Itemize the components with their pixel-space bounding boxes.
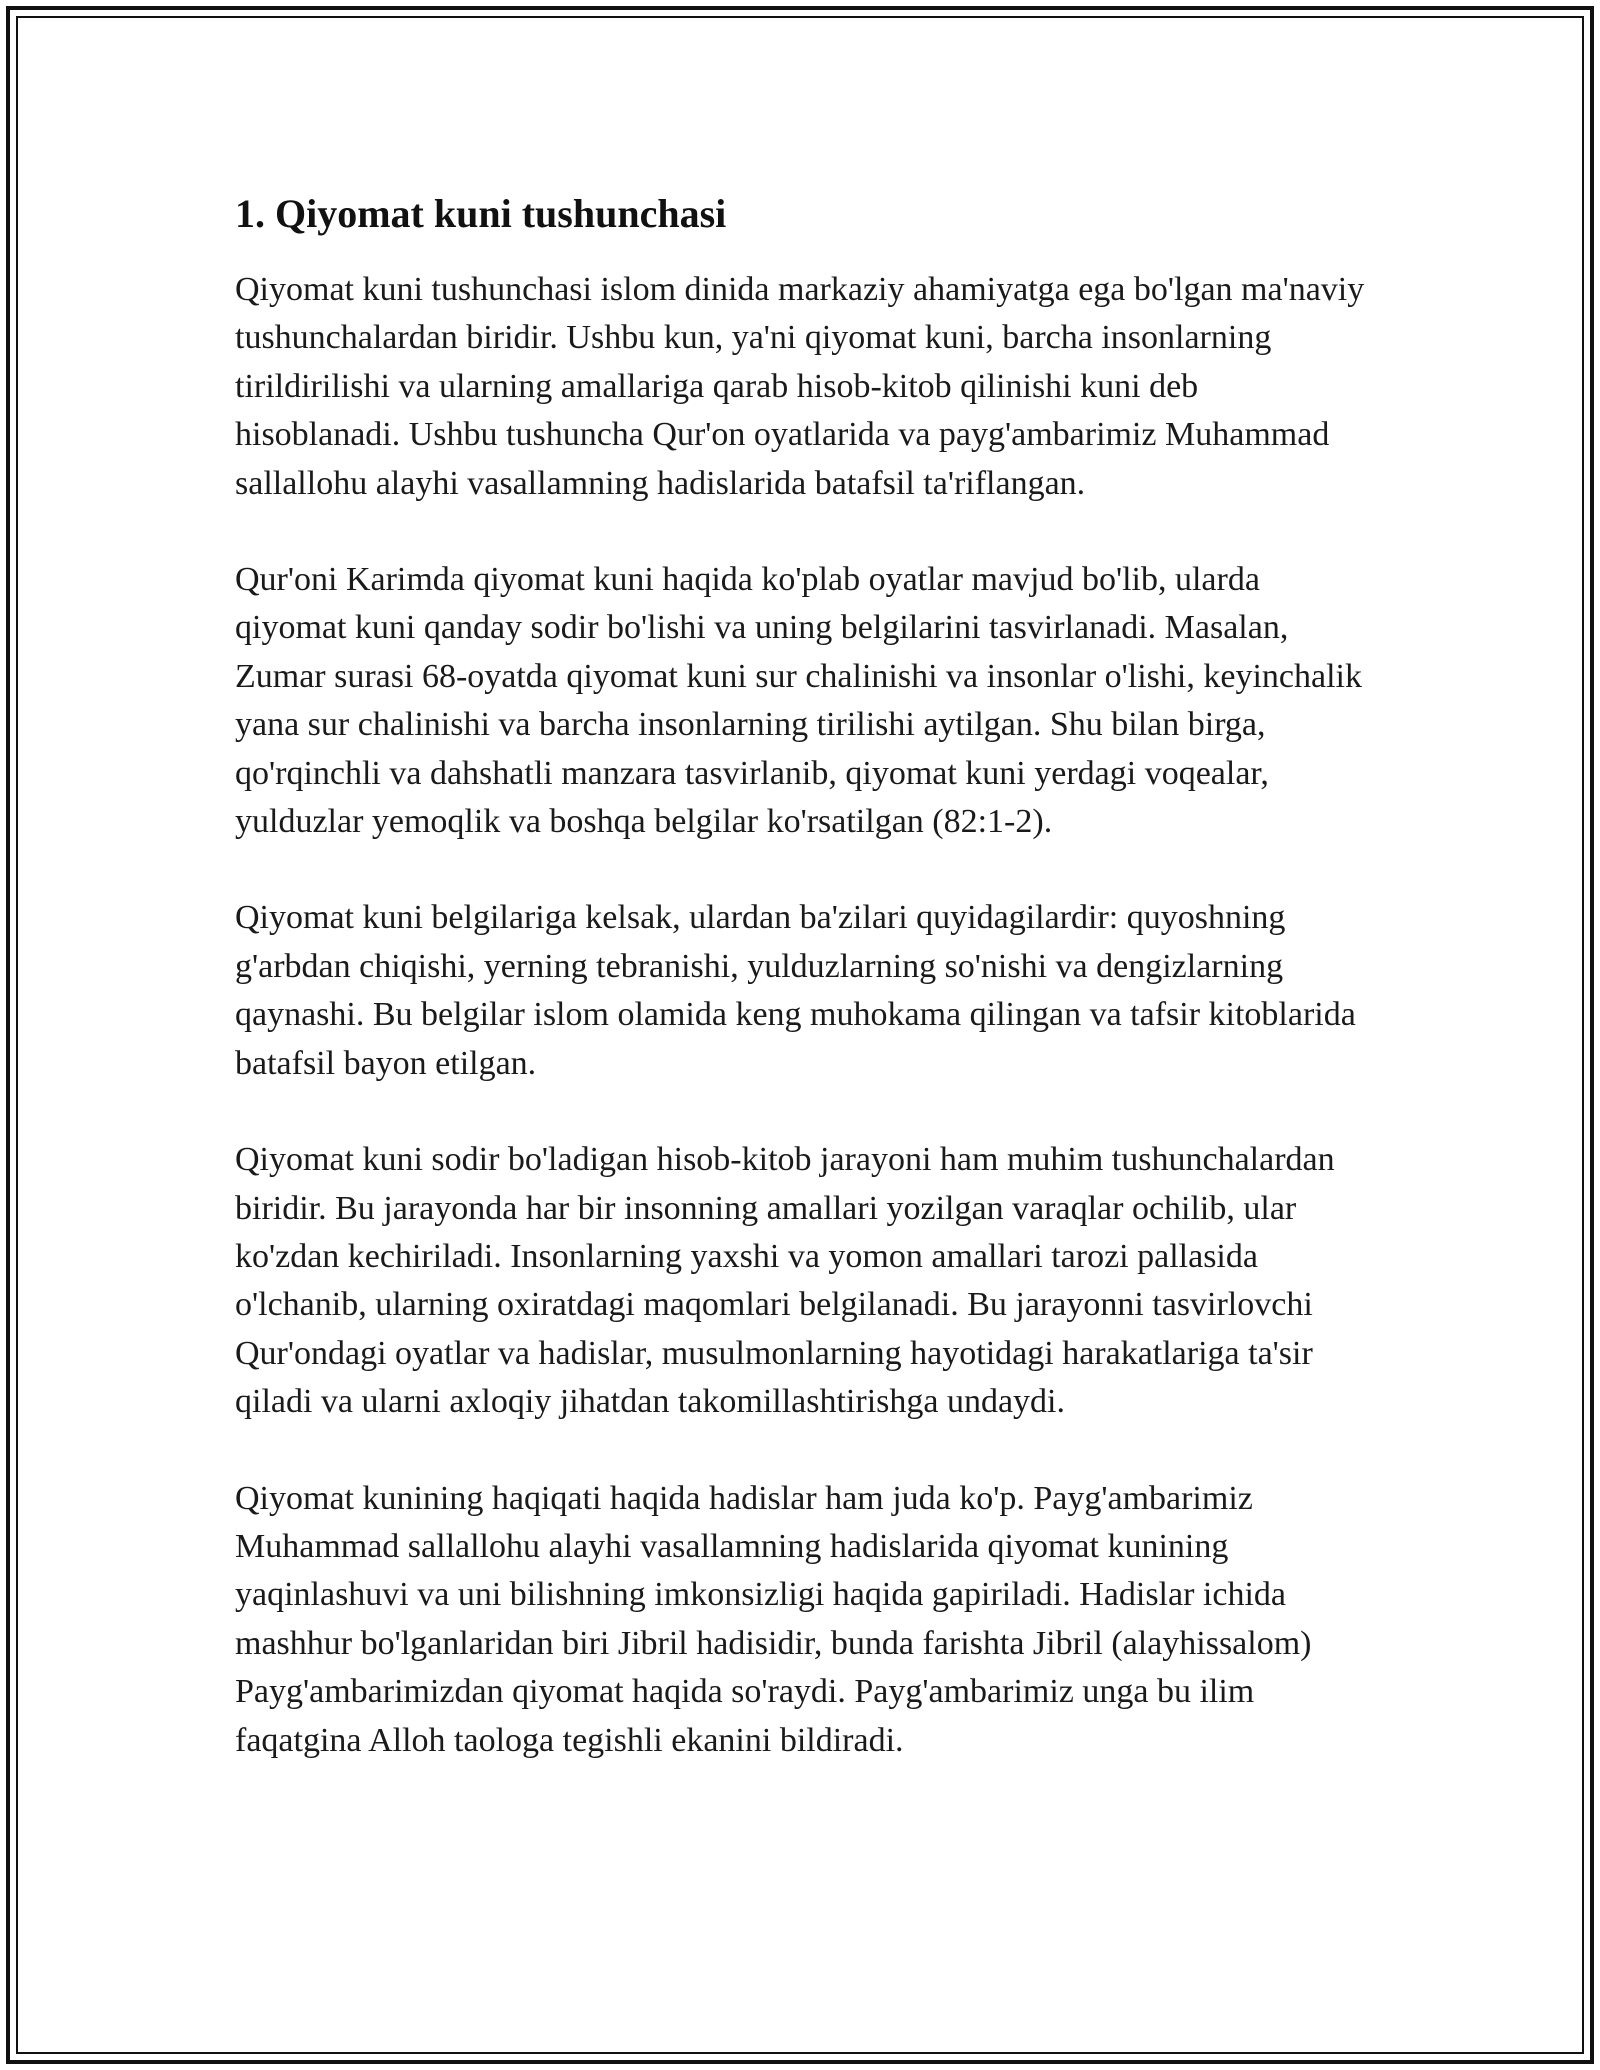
- paragraph: Qur'oni Karimda qiyomat kuni haqida ko'plab oyatlar mavjud bo'lib, ularda qiyomat kuni qanday sodir bo'lishi va uning belgilarini tasvirlanadi. Masalan, Zumar surasi 68-oyatda qiyomat kuni sur chalinishi va insonlar o'lishi, keyinchalik yana sur chalinishi va barcha insonlarning tirilishi aytilgan. Shu bilan birga, qo'rqinchli va dahshatli manzara tasvirlanib, qiyomat kuni yerdagi voqealar, yulduzlar yemoqlik va boshqa belgilar ko'rsatilgan (82:1-2).: [235, 561, 1362, 841]
- paragraph: Qiyomat kuni sodir bo'ladigan hisob-kitob jarayoni ham muhim tushunchalardan biridir. Bu jarayonda har bir insonning amallari yozilgan varaqlar ochilib, ular ko'zdan kechiriladi. Insonlarning yaxshi va yomon amallari tarozi pallasida o'lchanib, ularning oxiratdagi maqomlari belgilanadi. Bu jarayonni tasvirlovchi Qur'ondagi oyatlar va hadislar, musulmonlarning hayotidagi harakatlariga ta'sir qiladi va ularni axloqiy jihatdan takomillashtirishga undaydi.: [235, 1141, 1335, 1421]
- paragraph: Qiyomat kunining haqiqati haqida hadislar ham juda ko'p. Payg'ambarimiz Muhammad sallallohu alayhi vasallamning hadislarida qiyomat kunining yaqinlashuvi va uni bilishning imkonsizligi haqida gapiriladi. Hadislar ichida mashhur bo'lganlaridan biri Jibril hadisidir, bunda farishta Jibril (alayhissalom) Payg'ambarimizdan qiyomat haqida so'raydi. Payg'ambarimiz unga bu ilim faqatgina Alloh taologa tegishli ekanini bildiradi.: [235, 1479, 1312, 1759]
- section-heading: 1. Qiyomat kuni tushunchasi: [235, 191, 727, 236]
- paragraph: Qiyomat kuni tushunchasi islom dinida markaziy ahamiyatga ega bo'lgan ma'naviy tushunchalardan biridir. Ushbu kun, ya'ni qiyomat kuni, barcha insonlarning tirildirilishi va ularning amallariga qarab hisob-kitob qilinishi kuni deb hisoblanadi. Ushbu tushuncha Qur'on oyatlarida va payg'ambarimiz Muhammad sallallohu alayhi vasallamning hadislarida batafsil ta'riflangan.: [235, 271, 1365, 502]
- document-content: [235, 186, 1370, 1765]
- paragraph: Qiyomat kuni belgilariga kelsak, ulardan ba'zilari quyidagilardir: quyoshning g'arbdan chiqishi, yerning tebranishi, yulduzlarning so'nishi va dengizlarning qaynashi. Bu belgilar islom olamida keng muhokama qilingan va tafsir kitoblarida batafsil bayon etilgan.: [235, 899, 1356, 1082]
